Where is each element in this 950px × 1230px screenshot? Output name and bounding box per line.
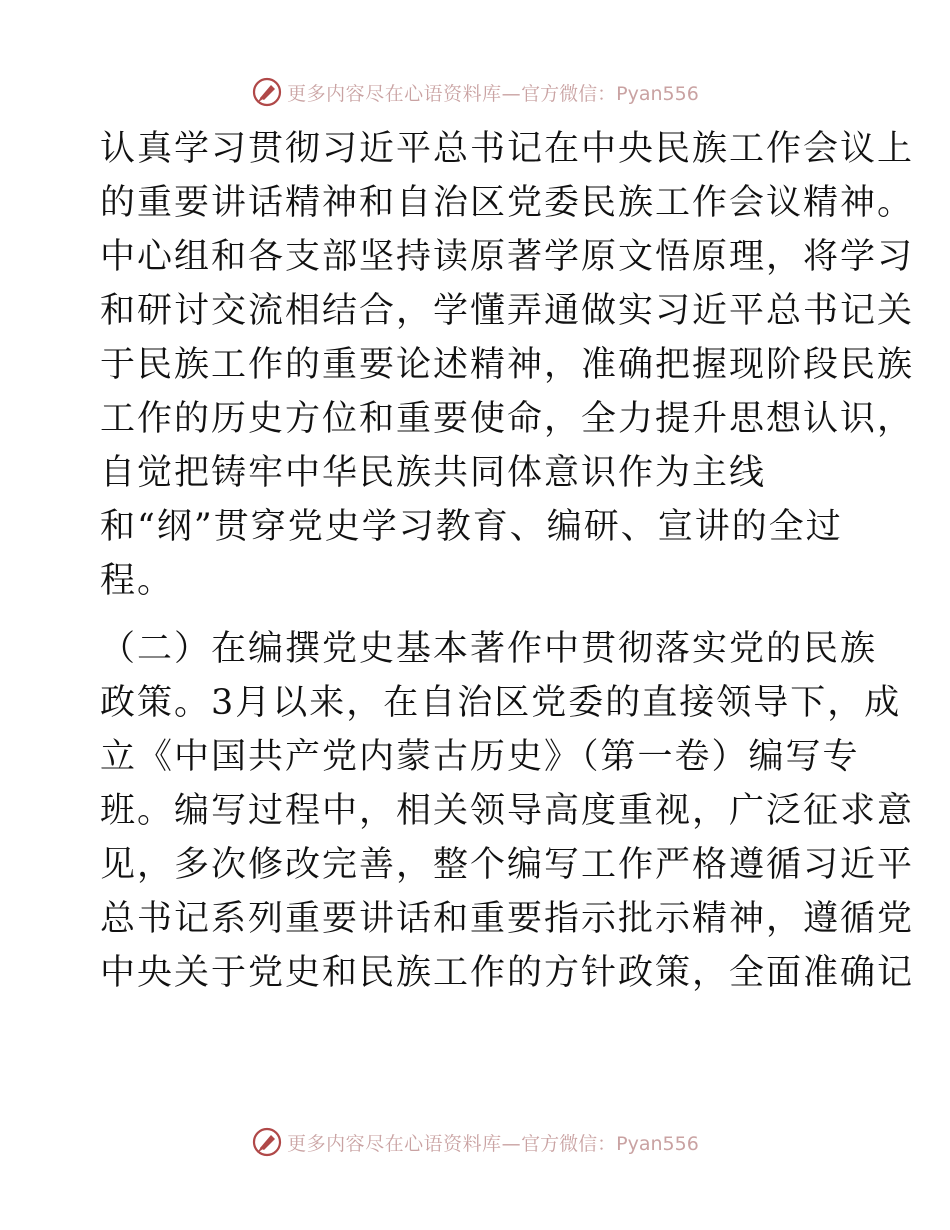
- paragraph-gap: [100, 608, 860, 622]
- text-line: 和“纲”贯穿党史学习教育、编研、宣讲的全过: [100, 507, 843, 547]
- text-line: 自觉把铸牢中华民族共同体意识作为主线: [100, 453, 767, 493]
- paragraph-2: [100, 622, 915, 1000]
- text-line: 中央关于党史和民族工作的方针政策，全面准确记: [100, 953, 915, 993]
- text-line: 于民族工作的重要论述精神，准确把握现阶段民族: [100, 345, 915, 385]
- text-line: 工作的历史方位和重要使命，全力提升思想认识，: [100, 399, 915, 439]
- brand-logo-icon: [251, 76, 283, 108]
- text-line: 见，多次修改完善，整个编写工作严格遵循习近平: [100, 845, 915, 885]
- footer-watermark-text: 更多内容尽在心语资料库—: [287, 1132, 522, 1155]
- text-line: 和研讨交流相结合，学懂弄通做实习近平总书记关: [100, 291, 915, 331]
- text-line: 的重要讲话精神和自治区党委民族工作会议精神。: [100, 183, 915, 223]
- text-line: 认真学习贯彻习近平总书记在中央民族工作会议上: [100, 129, 915, 169]
- text-line: （二）在编撰党史基本著作中贯彻落实党的民族: [100, 629, 878, 669]
- text-line: 立《中国共产党内蒙古历史》（第一卷）编写专: [100, 737, 860, 777]
- text-line: 程。: [100, 561, 175, 601]
- paragraph-1: [100, 122, 915, 608]
- footer-watermark: [0, 1122, 950, 1162]
- footer-watermark-contact: 官方微信：Pyan556: [521, 1132, 699, 1155]
- text-line: 政策。3月以来，在自治区党委的直接领导下，成: [100, 683, 902, 723]
- document-body: [100, 122, 915, 1000]
- header-watermark-text: 更多内容尽在心语资料库—: [287, 82, 522, 105]
- brand-logo-icon: [251, 1126, 283, 1158]
- text-line: 总书记系列重要讲话和重要指示批示精神，遵循党: [100, 899, 915, 939]
- text-line: 班。编写过程中，相关领导高度重视，广泛征求意: [100, 791, 915, 831]
- text-line: 中心组和各支部坚持读原著学原文悟原理，将学习: [100, 237, 915, 277]
- header-watermark-contact: 官方微信：Pyan556: [521, 82, 699, 105]
- header-watermark: [0, 72, 950, 112]
